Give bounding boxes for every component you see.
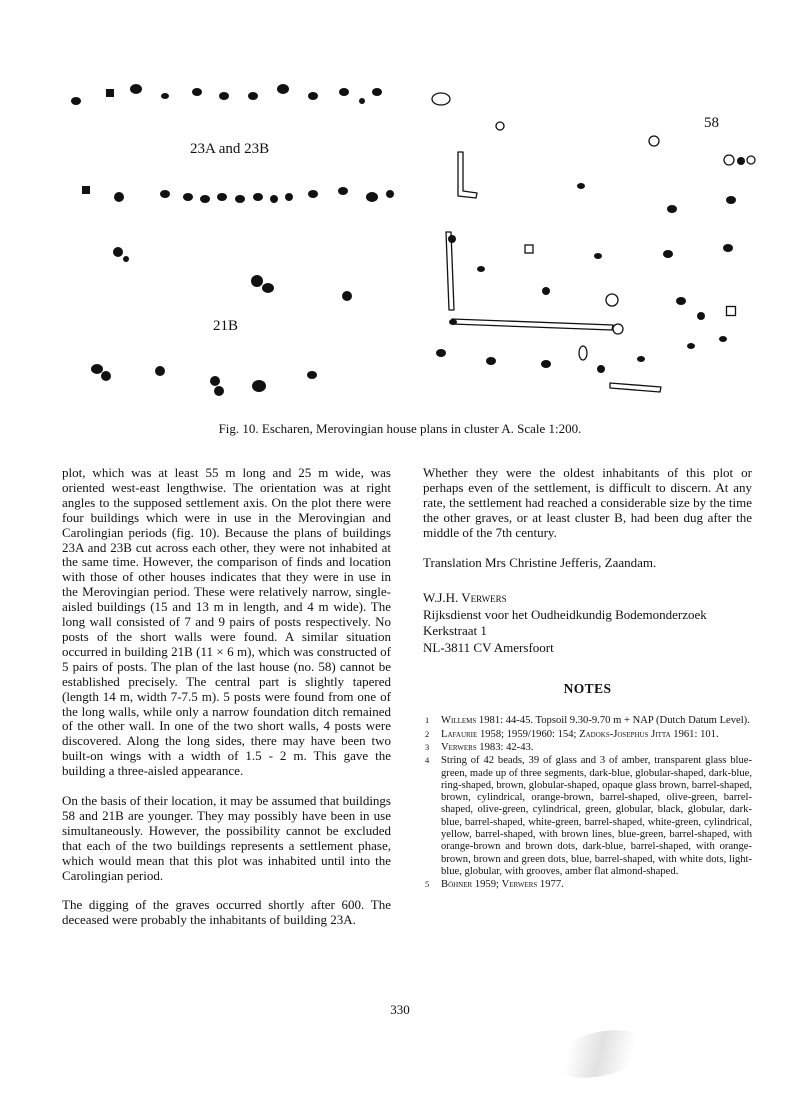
citation-author: Böhner — [441, 879, 473, 891]
post-hole-dot — [342, 291, 352, 301]
post-hole-dot — [130, 84, 142, 94]
post-hole-dot — [270, 195, 278, 203]
footnote-text — [441, 715, 752, 727]
feature-outline-oval — [579, 346, 587, 360]
footnote-number: 5 — [425, 879, 430, 890]
post-hole-dot — [307, 371, 317, 379]
scan-artifact — [548, 1023, 651, 1086]
post-hole-dot — [663, 250, 673, 258]
post-hole-dot — [101, 371, 111, 381]
footnote — [423, 729, 752, 741]
citation-author: Verwers — [501, 879, 538, 891]
post-hole-dot — [339, 88, 349, 96]
feature-outline-oval — [432, 93, 450, 105]
post-hole-dot — [252, 380, 266, 392]
post-hole-dot — [308, 92, 318, 100]
feature-outline-circle — [496, 122, 504, 130]
citation-author: Zadoks-Josephus Jitta — [579, 728, 671, 740]
footnote-text — [441, 879, 752, 891]
address-line: NL-3811 CV Amersfoort — [423, 639, 554, 655]
footnote-fragment: 1981: 44-45. Topsoil 9.30-9.70 m + NAP (Dutch Datum Level). — [476, 715, 750, 727]
post-hole-dot — [192, 88, 202, 96]
left-column — [62, 466, 391, 943]
post-hole-dot — [248, 92, 258, 100]
figure-label: 23A and 23B — [190, 141, 270, 157]
post-hole-dot — [577, 183, 585, 189]
post-hole-dot — [235, 195, 245, 203]
body-paragraph: Whether they were the oldest inhabitants of this plot or perhaps even of the settlement, is difficult to discern. At any rate, the settlement had reached a considerable size by the time the other graves, or at least cluster B, had been dug after the middle of the 7th century. — [423, 465, 752, 540]
address-line: Rijksdienst voor het Oudheidkundig Bodemonderzoek — [423, 606, 707, 622]
post-hole-dot — [737, 157, 745, 165]
post-hole-dot — [200, 195, 210, 203]
post-hole-dot — [155, 366, 165, 376]
post-hole-dot — [359, 98, 365, 104]
post-hole-dot — [123, 256, 129, 262]
footnote — [423, 742, 752, 754]
post-hole-dot — [253, 193, 263, 201]
post-hole-dot — [160, 190, 170, 198]
post-hole-dot — [542, 287, 550, 295]
notes-list — [423, 715, 752, 891]
feature-outline-square — [727, 307, 736, 316]
body-paragraph: The digging of the graves occurred shortly after 600. The deceased were probably the inhabitants of building 23A. — [62, 897, 391, 928]
post-hole-dot — [486, 357, 496, 365]
post-hole-dot — [676, 297, 686, 305]
footnote-fragment: 1983: 42-43. — [476, 741, 534, 753]
post-hole-square — [106, 89, 114, 97]
post-hole-dot — [277, 84, 289, 94]
citation-author: Lafaurie — [441, 728, 478, 740]
post-hole-dot — [366, 192, 378, 202]
post-hole-dot — [687, 343, 695, 349]
notes-heading: NOTES — [563, 681, 612, 697]
figure-caption: Fig. 10. Escharen, Merovingian house plans in cluster A. Scale 1:200. — [218, 421, 582, 436]
footnote-fragment: 1977. — [537, 879, 564, 891]
post-hole-dot — [214, 386, 224, 396]
author-address — [423, 590, 752, 656]
citation-author: Willems — [441, 715, 477, 727]
footnote — [423, 755, 752, 878]
post-hole-dot — [91, 364, 103, 374]
address-line: Kerkstraat 1 — [423, 623, 487, 639]
feature-outline-circle — [649, 136, 659, 146]
figure-house-plans — [0, 0, 800, 445]
figure-label: 21B — [213, 318, 239, 334]
post-hole-dot — [372, 88, 382, 96]
footnote-fragment: 1961: 101. — [670, 728, 719, 740]
footnote — [423, 879, 752, 891]
post-hole-dot — [723, 244, 733, 252]
footnote-text — [441, 729, 752, 741]
post-hole-dot — [436, 349, 446, 357]
post-hole-dot — [217, 193, 227, 201]
post-hole-dot — [338, 187, 348, 195]
footnote-fragment: String of 42 beads, 39 of glass and 3 of amber, transparent glass blue-green, made up of three segments, dark-blue, globular-shaped, dark-blue, ring-shaped, brown, globular-shaped, opaque glass brown, barrel-shaped, brown, cylindrical, orange-brown, barrel-shaped, olive-green, barrel-shaped, olive-green, cylindrical, green, globular, black, globular, dark-blue, barrel-shaped, white-green, barrel-shaped, white-green, cylindrical, yellow, barrel-shaped, with brown lines, blue-green, barrel-shaped, with orange-brown and brown dots, dark-blue, barrel-shaped, with orange-brown, brown and green dots, blue, barrel-shaped, with white dots, light-blue, globular, with grooves, amber flat almond-shaped. — [441, 755, 752, 877]
figure-drawing — [0, 0, 800, 445]
trench-outline — [610, 383, 661, 392]
post-hole-dot — [308, 190, 318, 198]
footnote-fragment: 1958; 1959/1960: 154; — [477, 728, 580, 740]
post-hole-dot — [251, 275, 263, 287]
trench-outline — [452, 319, 613, 330]
trench-outline — [446, 232, 454, 310]
figure-label: 58 — [704, 115, 719, 131]
post-hole-dot — [637, 356, 645, 362]
post-hole-dot — [285, 193, 293, 201]
footnote-number: 1 — [425, 715, 430, 726]
post-hole-dot — [541, 360, 551, 368]
footnote-text — [441, 742, 752, 754]
post-hole-dot — [183, 193, 193, 201]
footnote-text — [441, 755, 752, 878]
post-hole-dot — [114, 192, 124, 202]
footnote-number: 3 — [425, 741, 430, 752]
translation-credit: Translation Mrs Christine Jefferis, Zaandam. — [423, 554, 657, 570]
post-hole-dot — [262, 283, 274, 293]
text-columns — [62, 466, 752, 943]
post-hole-dot — [726, 196, 736, 204]
feature-outline-circle — [606, 294, 618, 306]
post-hole-dot — [219, 92, 229, 100]
page-number: 330 — [390, 1002, 410, 1017]
right-column — [423, 466, 752, 943]
footnote-fragment: 1959; — [472, 879, 502, 891]
post-hole-dot — [161, 93, 169, 99]
citation-author: Verwers — [441, 741, 477, 753]
post-hole-dot — [597, 365, 605, 373]
feature-outline-circle — [724, 155, 734, 165]
post-hole-dot — [71, 97, 81, 105]
feature-outline-circle — [613, 324, 623, 334]
post-hole-dot — [719, 336, 727, 342]
post-hole-dot — [386, 190, 394, 198]
post-hole-dot — [477, 266, 485, 272]
post-hole-square — [82, 186, 90, 194]
body-paragraph: plot, which was at least 55 m long and 25 m wide, was oriented west-east lengthwise. The orientation was at right angles to the supposed settlement axis. On the plot there were four buildings which were in use in the Merovingian and Carolingian periods (fig. 10). Because the plans of buildings 23A and 23B cut across each other, they were not inhabited at the same time. However, the comparison of finds and location with those of other houses indicates that they were in use in the Merovingian period. These were relatively narrow, single-aisled buildings (15 and 13 m in length, and 4 m wide). The long wall consisted of 7 and 9 pairs of posts respectively. No posts of the short walls were found. A similar situation occurred in building 21B (11 × 6 m), which was constructed of 5 pairs of posts. The plan of the last house (no. 58) cannot be established precisely. The central part is slightly tapered (length 14 m, width 7-7.5 m). 5 posts were found from one of the long walls, while only a narrow foundation ditch remained of the other wall. In one of the two short walls, 4 posts were discovered. Along the long sides, there may have been two built-on wings with a width of 1.5 - 2 m. This gave the building a three-aisled appearance. — [62, 465, 391, 779]
footnote-number: 2 — [425, 728, 430, 739]
post-hole-dot — [210, 376, 220, 386]
post-hole-dot — [113, 247, 123, 257]
body-paragraph: On the basis of their location, it may be assumed that buildings 58 and 21B are younger. They may possibly have been in use simultaneously. However, the possibility cannot be excluded that each of the two buildings represents a settlement phase, which would mean that this plot was inhabited until into the Carolingian period. — [62, 793, 391, 883]
footnote — [423, 715, 752, 727]
post-hole-dot — [697, 312, 705, 320]
author-name: W.J.H. Verwers — [423, 590, 507, 606]
trench-outline — [458, 152, 477, 198]
post-hole-dot — [667, 205, 677, 213]
post-hole-dot — [594, 253, 602, 259]
feature-outline-square — [525, 245, 533, 253]
footnote-number: 4 — [425, 755, 430, 766]
feature-outline-circle — [747, 156, 755, 164]
